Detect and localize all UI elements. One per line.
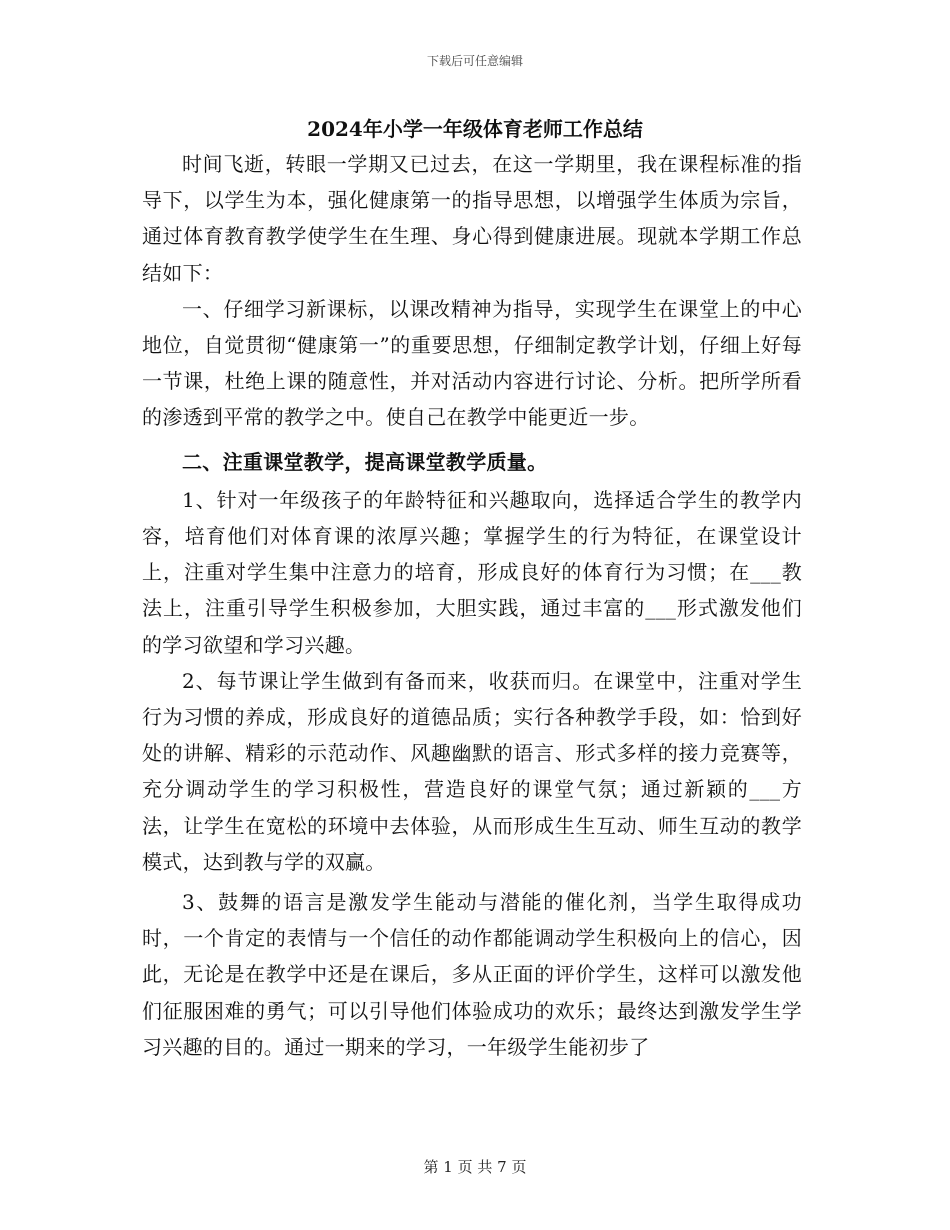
- paragraph-point-1: 1、针对一年级孩子的年龄特征和兴趣取向，选择适合学生的教学内容，培育他们对体育课的浓厚兴趣；掌握学生的行为特征，在课堂设计上，注重对学生集中注意力的培育，形成良好的体育行为习惯；在___教法上，注重引导学生积极参加，大胆实践，通过丰富的___形式激发他们的学习欲望和学习兴趣。: [142, 487, 802, 657]
- page-header-note: 下载后可任意编辑: [426, 54, 523, 68]
- page-number-footer: 第 1 页 共 7 页: [423, 1158, 527, 1176]
- document-body: [142, 146, 802, 1065]
- paragraph-section-one: 一、仔细学习新课标，以课改精神为指导，实现学生在课堂上的中心地位，自觉贯彻“健康第一”的重要思想，仔细制定教学计划，仔细上好每一节课，杜绝上课的随意性，并对活动内容进行讨论、分析。把所学所看的渗透到平常的教学之中。使自己在教学中能更近一步。: [142, 296, 802, 430]
- paragraph-point-2: 2、每节课让学生做到有备而来，收获而归。在课堂中，注重对学生行为习惯的养成，形成良好的道德品质；实行各种教学手段，如：恰到好处的讲解、精彩的示范动作、风趣幽默的语言、形式多样的接力竞赛等，充分调动学生的学习积极性，营造良好的课堂气氛；通过新颖的___方法，让学生在宽松的环境中去体验，从而形成生生互动、师生互动的教学模式，达到教与学的双赢。: [142, 668, 802, 874]
- document-title: 2024年小学一年级体育老师工作总结: [307, 117, 643, 141]
- paragraph-point-3: 3、鼓舞的语言是激发学生能动与潜能的催化剂，当学生取得成功时，一个肯定的表情与一个信任的动作都能调动学生积极向上的信心，因此，无论是在教学中还是在课后，多从正面的评价学生，这样可以激发他们征服困难的勇气；可以引导他们体验成功的欢乐；最终达到激发学生学习兴趣的目的。通过一期来的学习，一年级学生能初步了: [142, 890, 802, 1059]
- section-heading-two: 二、注重课堂教学，提高课堂教学质量。: [182, 449, 548, 474]
- paragraph-intro: 时间飞逝，转眼一学期又已过去，在这一学期里，我在课程标准的指导下，以学生为本，强化健康第一的指导思想，以增强学生体质为宗旨，通过体育教育教学使学生在生理、身心得到健康进展。现就本学期工作总结如下：: [142, 152, 802, 285]
